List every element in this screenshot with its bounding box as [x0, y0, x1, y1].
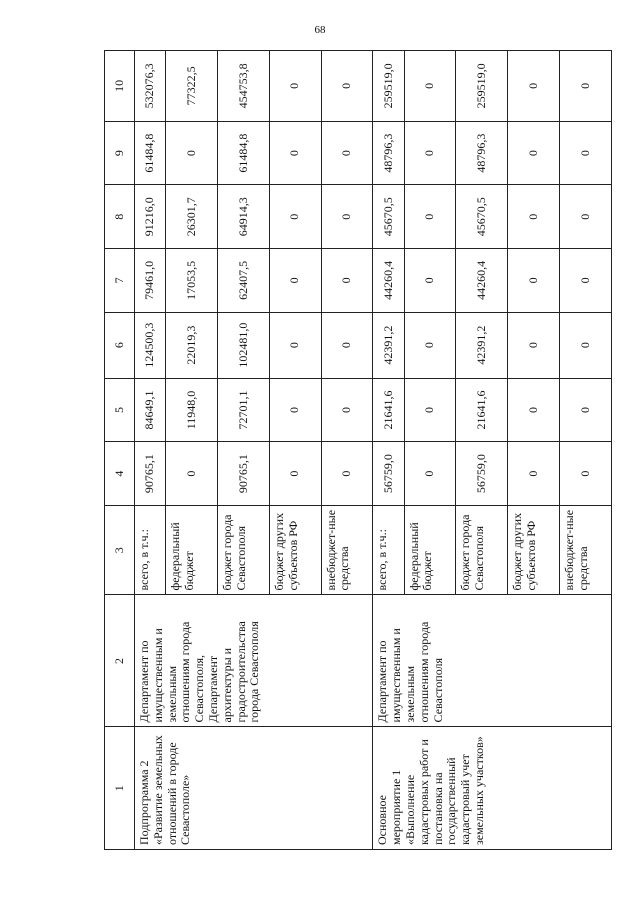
value-cell: 79461,0: [135, 249, 166, 313]
value-cell: 124500,3: [135, 312, 166, 378]
value-cell: 22019,3: [166, 312, 218, 378]
value-cell: 56759,0: [373, 442, 404, 506]
header-row: [105, 51, 135, 850]
value-cell: 11948,0: [166, 378, 218, 442]
header-cell-4: 4: [105, 442, 135, 506]
value-cell: 21641,6: [456, 378, 508, 442]
value-cell: 0: [508, 185, 560, 249]
value-cell: 61484,8: [217, 121, 269, 185]
value-cell: 0: [269, 442, 321, 506]
value-cell: 0: [404, 185, 456, 249]
header-cell-9: 9: [105, 121, 135, 185]
value-cell: 0: [404, 51, 456, 122]
value-cell: 259519,0: [456, 51, 508, 122]
value-cell: 91216,0: [135, 185, 166, 249]
value-cell: 0: [560, 121, 612, 185]
value-cell: 62407,5: [217, 249, 269, 313]
program-name-cell: Подпрограмма 2 «Развитие земельных отношений в городе Севастополе»: [135, 727, 373, 850]
value-cell: 45670,5: [456, 185, 508, 249]
funding-source-cell: внебюджет-ные средства: [321, 505, 373, 595]
funding-source-cell: всего, в т.ч.:: [135, 505, 166, 595]
value-cell: 0: [269, 249, 321, 313]
header-cell-7: 7: [105, 249, 135, 313]
value-cell: 0: [508, 378, 560, 442]
value-cell: 0: [166, 121, 218, 185]
funding-source-cell: федеральный бюджет: [166, 505, 218, 595]
funding-source-cell: бюджет города Севастополя: [456, 505, 508, 595]
value-cell: 454753,8: [217, 51, 269, 122]
value-cell: 44260,4: [456, 249, 508, 313]
header-cell-3: 3: [105, 505, 135, 595]
value-cell: 0: [404, 442, 456, 506]
value-cell: 84649,1: [135, 378, 166, 442]
funding-source-cell: федеральный бюджет: [404, 505, 456, 595]
value-cell: 0: [166, 442, 218, 506]
value-cell: 61484,8: [135, 121, 166, 185]
table-row: [135, 51, 166, 850]
funding-source-cell: бюджет других субъектов РФ: [269, 505, 321, 595]
program-name-cell: Основное мероприятие 1 «Выполнение кадастровых работ и постановка на государственный кадастровый учет земельных участков»: [373, 727, 612, 850]
value-cell: 90765,1: [135, 442, 166, 506]
value-cell: 90765,1: [217, 442, 269, 506]
value-cell: 21641,6: [373, 378, 404, 442]
value-cell: 0: [321, 442, 373, 506]
value-cell: 0: [404, 312, 456, 378]
value-cell: 48796,3: [373, 121, 404, 185]
value-cell: 0: [404, 121, 456, 185]
value-cell: 0: [269, 312, 321, 378]
funding-source-cell: внебюджет-ные средства: [560, 505, 612, 595]
value-cell: 0: [508, 442, 560, 506]
value-cell: 0: [321, 121, 373, 185]
value-cell: 0: [404, 378, 456, 442]
value-cell: 45670,5: [373, 185, 404, 249]
value-cell: 259519,0: [373, 51, 404, 122]
rotated-landscape-page: [104, 50, 612, 850]
value-cell: 44260,4: [373, 249, 404, 313]
value-cell: 0: [321, 51, 373, 122]
value-cell: 0: [321, 185, 373, 249]
table-row: [373, 51, 404, 850]
funding-source-cell: бюджет других субъектов РФ: [508, 505, 560, 595]
value-cell: 26301,7: [166, 185, 218, 249]
value-cell: 0: [269, 51, 321, 122]
value-cell: 17053,5: [166, 249, 218, 313]
value-cell: 0: [560, 185, 612, 249]
value-cell: 0: [321, 378, 373, 442]
funding-source-cell: бюджет города Севастополя: [217, 505, 269, 595]
value-cell: 0: [508, 249, 560, 313]
value-cell: 0: [404, 249, 456, 313]
header-cell-10: 10: [105, 51, 135, 122]
value-cell: 0: [269, 378, 321, 442]
budget-table: [104, 50, 612, 850]
value-cell: 77322,5: [166, 51, 218, 122]
header-cell-8: 8: [105, 185, 135, 249]
value-cell: 0: [321, 249, 373, 313]
department-cell: Департамент по имущественным и земельным отношениям города Севастополя, Департамент архитектуры и градостроительства города Севастополя: [135, 595, 373, 727]
value-cell: 0: [269, 121, 321, 185]
value-cell: 532076,3: [135, 51, 166, 122]
value-cell: 0: [560, 249, 612, 313]
value-cell: 102481,0: [217, 312, 269, 378]
value-cell: 0: [560, 442, 612, 506]
value-cell: 64914,3: [217, 185, 269, 249]
value-cell: 56759,0: [456, 442, 508, 506]
header-cell-1: 1: [105, 727, 135, 850]
value-cell: 0: [560, 312, 612, 378]
value-cell: 42391,2: [373, 312, 404, 378]
header-cell-6: 6: [105, 312, 135, 378]
value-cell: 0: [508, 51, 560, 122]
header-cell-2: 2: [105, 595, 135, 727]
value-cell: 0: [269, 185, 321, 249]
page-number: 68: [314, 24, 326, 36]
department-cell: Департамент по имущественным и земельным отношениям города Севастополя: [373, 595, 612, 727]
value-cell: 0: [560, 378, 612, 442]
value-cell: 0: [560, 51, 612, 122]
value-cell: 0: [508, 121, 560, 185]
value-cell: 0: [321, 312, 373, 378]
value-cell: 48796,3: [456, 121, 508, 185]
value-cell: 42391,2: [456, 312, 508, 378]
value-cell: 72701,1: [217, 378, 269, 442]
header-cell-5: 5: [105, 378, 135, 442]
funding-source-cell: всего, в т.ч.:: [373, 505, 404, 595]
value-cell: 0: [508, 312, 560, 378]
